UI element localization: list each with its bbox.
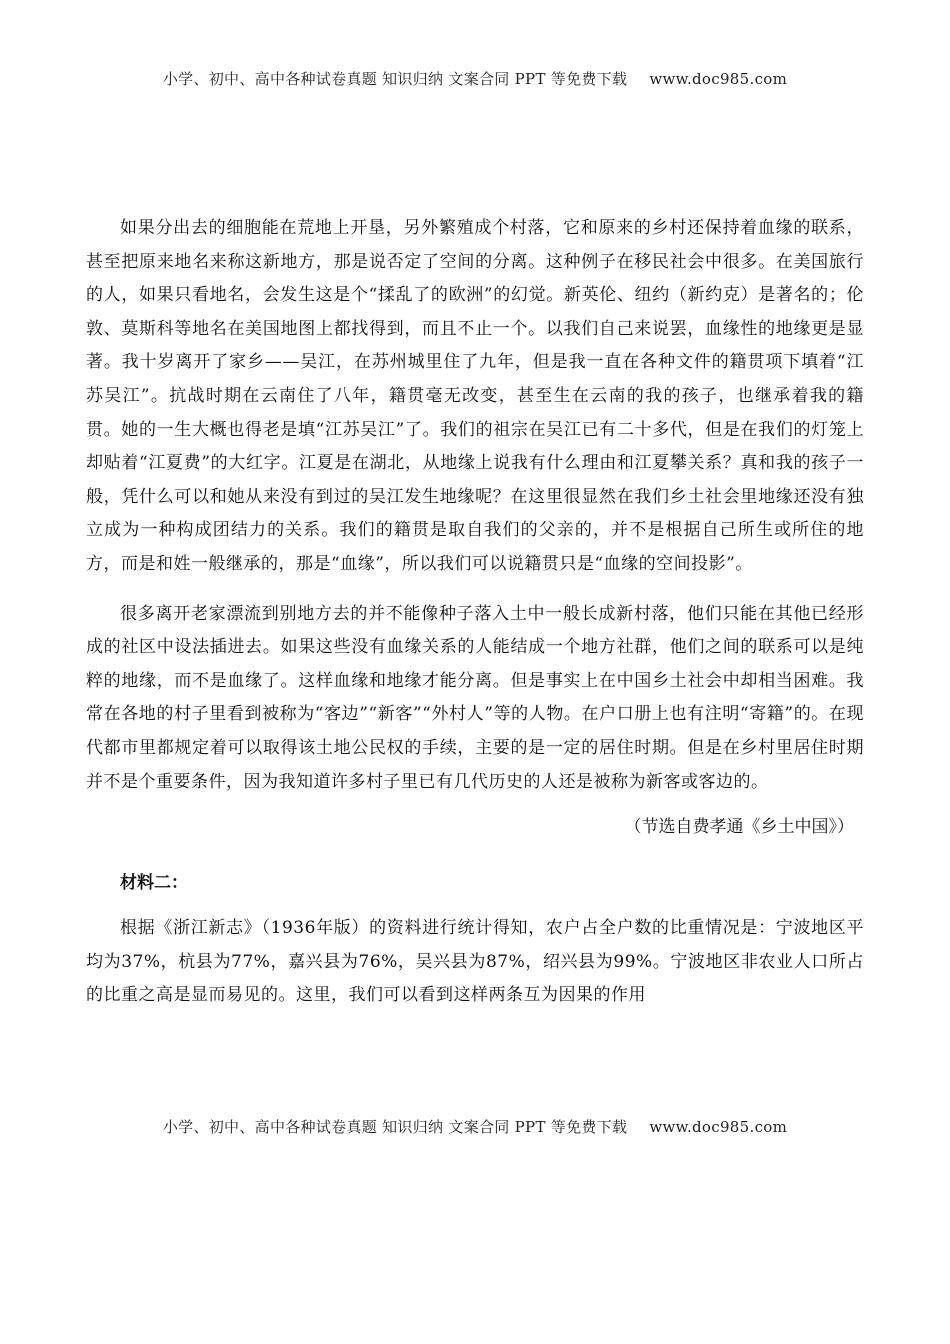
material1-paragraph-2: 很多离开老家漂流到别地方去的并不能像种子落入土中一般长成新村落，他们只能在其他已经形成的社区中设法插进去。如果这些没有血缘关系的人能结成一个地方社群，他们之间的联系可以是纯粹的地缘，而不是血缘了。这样血缘和地缘才能分离。但是事实上在中国乡土社会中却相当困难。我常在各地的村子里看到被称为“客边”“新客”“外村人”等的人物。在户口册上也有注明“寄籍”的。在现代都市里都规定着可以取得该土地公民权的手续，主要的是一定的居住时期。但是在乡村里居住时期并不是个重要条件，因为我知道许多村子里已有几代历史的人还是被称为新客或客边的。 <box>86 603 864 792</box>
source-citation: （节选自费孝通《乡土中国》） <box>624 817 854 838</box>
material1-paragraph-1: 如果分出去的细胞能在荒地上开垦，另外繁殖成个村落，它和原来的乡村还保持着血缘的联系，甚至把原来地名来称这新地方，那是说否定了空间的分离。这种例子在移民社会中很多。在美国旅行的人，如果只看地名，会发生这是个“揉乱了的欧洲”的幻觉。新英伦、纽约（新约克）是著名的；伦敦、莫斯科等地名在美国地图上都找得到，而且不止一个。以我们自己来说罢，血缘性的地缘更是显著。我十岁离开了家乡——吴江，在苏州城里住了九年，但是我一直在各种文件的籍贯项下填着“江苏吴江”。抗战时期在云南住了八年，籍贯毫无改变，甚至生在云南的我的孩子，也继承着我的籍贯。她的一生大概也得老是填“江苏吴江”了。我们的祖宗在吴江已有二十多代，但是在我们的灯笼上却贴着“江夏费”的大红字。江夏是在湖北，从地缘上说我有什么理由和江夏攀关系？真和我的孩子一般，凭什么可以和她从来没有到过的吴江发生地缘呢？在这里很显然在我们乡土社会里地缘还没有独立成为一种构成团结力的关系。我们的籍贯是取自我们的父亲的，并不是根据自己所生或所住的地方，而是和姓一般继承的，那是“血缘”，所以我们可以说籍贯只是“血缘的空间投影”。 <box>86 218 864 574</box>
footer-text: 小学、初中、高中各种试卷真题 知识归纳 文案合同 PPT 等免费下载 <box>162 1118 628 1136</box>
document-body <box>86 212 864 1013</box>
header-site-link[interactable]: www.doc985.com <box>649 70 788 88</box>
page-footer <box>0 1116 950 1137</box>
page-header <box>0 68 950 89</box>
header-text: 小学、初中、高中各种试卷真题 知识归纳 文案合同 PPT 等免费下载 <box>162 70 628 88</box>
footer-site-link[interactable]: www.doc985.com <box>649 1118 788 1136</box>
material2-title: 材料二： <box>120 872 188 893</box>
material2-paragraph-1: 根据《浙江新志》（1936年版）的资料进行统计得知，农户占全户数的比重情况是：宁波地区平均为37%，杭县为77%，嘉兴县为76%，吴兴县为87%，绍兴县为99%。宁波地区非农业人口所占的比重之高是显而易见的。这里，我们可以看到这样两条互为因果的作用 <box>86 918 864 1006</box>
